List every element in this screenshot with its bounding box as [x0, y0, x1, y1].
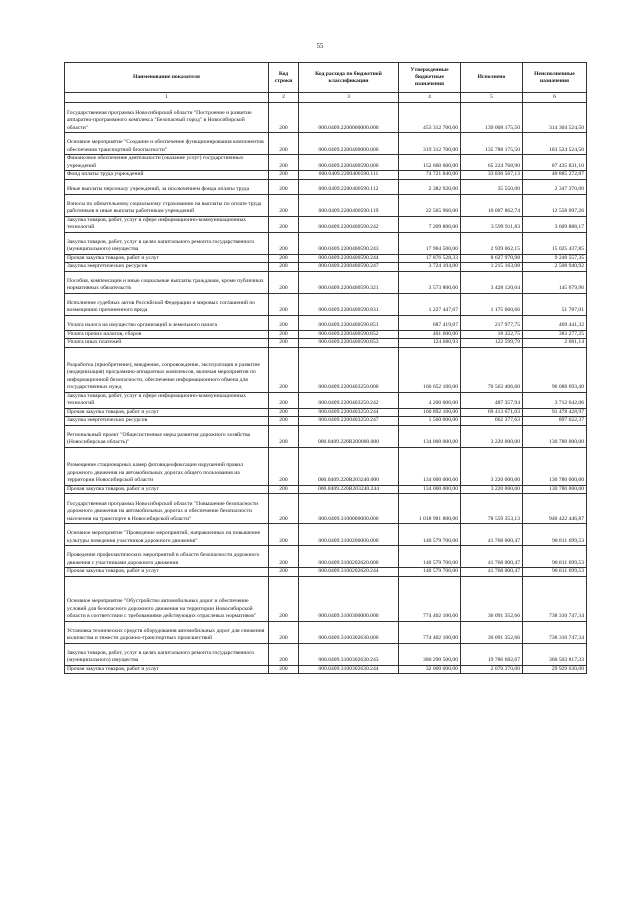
row-classification: 000.0409.2200400590.111	[299, 171, 399, 180]
row-unexecuted: 897 622,37	[523, 417, 587, 426]
row-classification: 000.0409.2200400590.244	[299, 254, 399, 263]
row-unexecuted: 3 609 888,17	[523, 216, 587, 232]
table-row	[65, 216, 587, 232]
row-name: Закупка товаров, работ, услуг в целях капитального ремонта государственного (муниципального) имущества	[65, 643, 269, 665]
row-name: Прочая закупка товаров, работ и услуг	[65, 485, 269, 494]
row-code: 200	[269, 315, 299, 330]
row-code: 200	[269, 643, 299, 665]
row-classification: 000.0409.2200400590.853	[299, 339, 399, 348]
column-number: 6	[523, 93, 587, 103]
row-name: Государственная программа Новосибирской области "Построение и развитие аппаратно-программного комплекса "Безопасный город" в Новосибирской области"	[65, 103, 269, 133]
row-executed: 41 768 000,47	[461, 524, 523, 546]
row-approved: 2 382 920,00	[399, 179, 461, 194]
column-number-row	[65, 93, 587, 103]
row-unexecuted: 96 088 693,40	[523, 347, 587, 392]
row-executed: 41 768 000,47	[461, 546, 523, 568]
row-name: Основное мероприятие "Создание и обеспечение функционирования компонентов обеспечения транспортной безопасности"	[65, 133, 269, 155]
row-classification: 000.0409.2200400590.119	[299, 194, 399, 216]
row-approved: 32 000 000,00	[399, 665, 461, 674]
row-executed: 135 788 175,50	[461, 133, 523, 155]
row-classification: 000.0409.3100200000.000	[299, 524, 399, 546]
row-classification: 000.0409.2200403250.244	[299, 408, 399, 417]
row-code: 200	[269, 425, 299, 447]
row-executed: 35 550,00	[461, 179, 523, 194]
row-code: 200	[269, 263, 299, 272]
row-classification: 000.0409.220R200000.000	[299, 425, 399, 447]
row-unexecuted: 130 780 000,00	[523, 447, 587, 485]
row-name: Основное мероприятие "Проведение мероприятий, направленных на повышение культуры поведения участников дорожного движения"	[65, 524, 269, 546]
row-approved: 134 000 000,00	[399, 485, 461, 494]
row-classification: 000.0409.2200000000.000	[299, 103, 399, 133]
row-executed: 65 224 768,90	[461, 155, 523, 171]
row-executed: 19 786 682,67	[461, 643, 523, 665]
row-approved: 140 579 700,00	[399, 546, 461, 568]
row-executed: 139 008 175,50	[461, 103, 523, 133]
row-approved: 17 964 500,00	[399, 232, 461, 254]
row-code: 200	[269, 576, 299, 621]
row-approved: 134 000 000,00	[399, 447, 461, 485]
row-name: Закупка товаров, работ, услуг в целях капитального ремонта государственного (муниципального) имущества	[65, 232, 269, 254]
row-executed: 122 599,79	[461, 339, 523, 348]
row-approved: 3 724 104,00	[399, 263, 461, 272]
row-classification: 000.0409.3100202620.000	[299, 546, 399, 568]
row-classification: 000.0409.2200400590.242	[299, 216, 399, 232]
column-number: 2	[269, 93, 299, 103]
row-name: Прочая закупка товаров, работ и услуг	[65, 408, 269, 417]
row-classification: 000.0409.2200400590.852	[299, 330, 399, 339]
table-row	[65, 232, 587, 254]
header-unexecuted: Неисполненные назначения	[523, 63, 587, 93]
table-row	[65, 171, 587, 180]
table-row	[65, 194, 587, 216]
row-approved: 124 680,93	[399, 339, 461, 348]
row-approved: 1 227 447,67	[399, 293, 461, 315]
row-code: 200	[269, 524, 299, 546]
row-classification: 000.0409.2200400590.243	[299, 232, 399, 254]
row-approved: 7 209 800,00	[399, 216, 461, 232]
row-unexecuted: 29 929 630,00	[523, 665, 587, 674]
row-executed: 18 322,75	[461, 330, 523, 339]
table-row	[65, 254, 587, 263]
row-approved: 453 312 700,00	[399, 103, 461, 133]
row-approved: 1 560 000,00	[399, 417, 461, 426]
row-name: Проведение профилактических мероприятий в области безопасности дорожного движения с участниками дорожного движения	[65, 546, 269, 568]
row-classification: 000.0409.2200403250.247	[299, 417, 399, 426]
row-name: Пособия, компенсации и иные социальные выплаты гражданам, кроме публичных нормативных обязательств	[65, 271, 269, 293]
row-name: Фонд оплаты труда учреждений	[65, 171, 269, 180]
header-classification: Код расхода по бюджетной классификации	[299, 63, 399, 93]
row-approved: 319 312 700,00	[399, 133, 461, 155]
row-unexecuted: 9 248 557,35	[523, 254, 587, 263]
table-row	[65, 425, 587, 447]
table-row	[65, 293, 587, 315]
row-classification: 000.0409.3100202620.244	[299, 568, 399, 577]
row-approved: 774 402 100,00	[399, 621, 461, 643]
row-name: Уплата налога на имущество организаций и земельного налога	[65, 315, 269, 330]
row-classification: 000.0409.3100302630.244	[299, 665, 399, 674]
row-name: Прочая закупка товаров, работ и услуг	[65, 568, 269, 577]
row-executed: 1 175 660,66	[461, 293, 523, 315]
row-unexecuted: 738 310 747,34	[523, 621, 587, 643]
row-classification: 000.0409.220R203240.000	[299, 447, 399, 485]
budget-execution-table	[64, 62, 587, 674]
row-code: 200	[269, 103, 299, 133]
row-unexecuted: 40 885 272,87	[523, 171, 587, 180]
row-executed: 3 599 911,83	[461, 216, 523, 232]
row-approved: 74 721 840,00	[399, 171, 461, 180]
row-classification: 000.0409.2200400590.831	[299, 293, 399, 315]
row-unexecuted: 360 503 817,33	[523, 643, 587, 665]
row-classification: 000.0409.2200400590.000	[299, 155, 399, 171]
row-classification: 000.0409.2200403250.000	[299, 347, 399, 392]
row-classification: 000.0409.220R203240.244	[299, 485, 399, 494]
table-row	[65, 546, 587, 568]
header-code: Код строки	[269, 63, 299, 93]
row-unexecuted: 145 679,96	[523, 271, 587, 293]
row-unexecuted: 183 524 524,50	[523, 133, 587, 155]
row-approved: 22 565 960,00	[399, 194, 461, 216]
table-row	[65, 621, 587, 643]
row-executed: 2 070 370,00	[461, 665, 523, 674]
table-row	[65, 347, 587, 392]
row-approved: 380 290 500,00	[399, 643, 461, 665]
table-row	[65, 271, 587, 293]
row-unexecuted: 91 478 428,97	[523, 408, 587, 417]
row-executed: 3 220 000,00	[461, 425, 523, 447]
row-name: Иные выплаты персоналу учреждений, за исключением фонда оплаты труда	[65, 179, 269, 194]
table-row	[65, 665, 587, 674]
row-code: 200	[269, 339, 299, 348]
row-executed: 8 627 970,98	[461, 254, 523, 263]
row-unexecuted: 3 712 642,06	[523, 392, 587, 408]
row-code: 200	[269, 568, 299, 577]
row-name: Установка технических средств оборудования автомобильных дорог для снижения количества и тяжести дорожно-транспортных происшествий	[65, 621, 269, 643]
table-row	[65, 263, 587, 272]
row-name: Основное мероприятие "Обустройство автомобильных дорог и обеспечение условий для безопасного дорожного движения на территории Новосибирской области в соответствии с требованиями действующих отраслевых нормативов"	[65, 576, 269, 621]
table-row	[65, 339, 587, 348]
row-classification: 000.0409.2200400590.321	[299, 271, 399, 293]
row-code: 200	[269, 621, 299, 643]
row-code: 200	[269, 392, 299, 408]
row-approved: 1 018 981 800,00	[399, 494, 461, 524]
table-row	[65, 485, 587, 494]
row-approved: 401 600,00	[399, 330, 461, 339]
row-code: 200	[269, 546, 299, 568]
row-code: 200	[269, 194, 299, 216]
row-code: 200	[269, 216, 299, 232]
row-unexecuted: 98 811 699,53	[523, 568, 587, 577]
row-unexecuted: 98 811 699,53	[523, 524, 587, 546]
table-row	[65, 494, 587, 524]
row-code: 200	[269, 347, 299, 392]
row-classification: 000.0409.3100302630.243	[299, 643, 399, 665]
row-code: 200	[269, 254, 299, 263]
row-code: 200	[269, 330, 299, 339]
row-unexecuted: 738 310 747,34	[523, 576, 587, 621]
row-unexecuted: 2 347 370,00	[523, 179, 587, 194]
table-body	[65, 103, 587, 674]
row-approved: 687 419,07	[399, 315, 461, 330]
row-name: Разработка (приобретение), внедрение, сопровождение, эксплуатация и развитие (модернизация) программно-аппаратных комплексов, включая мероприятия по информационной безопасности, обеспечение информационного обмена для государственных нужд	[65, 347, 269, 392]
row-code: 200	[269, 179, 299, 194]
row-unexecuted: 12 558 097,26	[523, 194, 587, 216]
row-unexecuted: 2 081,14	[523, 339, 587, 348]
table-row	[65, 568, 587, 577]
header-approved: Утвержденные бюджетные назначения	[399, 63, 461, 93]
row-approved: 152 660 600,00	[399, 155, 461, 171]
row-approved: 140 579 700,00	[399, 568, 461, 577]
row-name: Уплата иных платежей	[65, 339, 269, 348]
row-executed: 662 377,63	[461, 417, 523, 426]
row-unexecuted: 314 304 524,50	[523, 103, 587, 133]
row-classification: 000.0409.3100300000.000	[299, 576, 399, 621]
row-name: Закупка энергетических ресурсов	[65, 417, 269, 426]
header-executed: Исполнено	[461, 63, 523, 93]
table-row	[65, 417, 587, 426]
table-row	[65, 330, 587, 339]
row-executed: 3 220 000,00	[461, 447, 523, 485]
row-executed: 41 768 000,47	[461, 568, 523, 577]
row-executed: 36 091 352,66	[461, 576, 523, 621]
table-row	[65, 524, 587, 546]
row-code: 200	[269, 665, 299, 674]
row-code: 200	[269, 417, 299, 426]
page-number: 55	[316, 42, 324, 50]
row-unexecuted: 15 025 437,85	[523, 232, 587, 254]
row-unexecuted: 130 780 000,00	[523, 485, 587, 494]
row-classification: 000.0409.3100302630.000	[299, 621, 399, 643]
row-executed: 487 357,94	[461, 392, 523, 408]
row-code: 200	[269, 271, 299, 293]
row-approved: 134 000 000,00	[399, 425, 461, 447]
row-approved: 160 892 100,00	[399, 408, 461, 417]
column-number: 5	[461, 93, 523, 103]
row-unexecuted: 87 435 831,10	[523, 155, 587, 171]
row-classification: 000.0409.2200400590.112	[299, 179, 399, 194]
row-classification: 000.0409.2200400000.000	[299, 133, 399, 155]
row-approved: 17 876 528,33	[399, 254, 461, 263]
row-executed: 33 836 567,13	[461, 171, 523, 180]
row-approved: 4 200 000,00	[399, 392, 461, 408]
row-executed: 3 220 000,00	[461, 485, 523, 494]
row-executed: 36 091 352,66	[461, 621, 523, 643]
row-approved: 774 402 100,00	[399, 576, 461, 621]
table-row	[65, 315, 587, 330]
row-classification: 000.0409.2200400590.247	[299, 263, 399, 272]
row-name: Закупка энергетических ресурсов	[65, 263, 269, 272]
row-executed: 10 007 862,74	[461, 194, 523, 216]
column-number: 1	[65, 93, 269, 103]
row-classification: 000.0409.3100000000.000	[299, 494, 399, 524]
row-classification: 000.0409.2200400590.851	[299, 315, 399, 330]
table-row	[65, 155, 587, 171]
row-name: Исполнение судебных актов Российской Федерации и мировых соглашений по возмещению причиненного вреда	[65, 293, 269, 315]
table-row	[65, 643, 587, 665]
row-code: 200	[269, 494, 299, 524]
row-classification: 000.0409.2200403250.242	[299, 392, 399, 408]
row-executed: 78 559 353,13	[461, 494, 523, 524]
row-code: 200	[269, 133, 299, 155]
row-unexecuted: 98 811 699,53	[523, 546, 587, 568]
row-executed: 2 939 062,15	[461, 232, 523, 254]
row-name: Размещение стационарных камер фотовидеофиксации нарушений правил дорожного движения на автомобильных дорогах общего пользования на территории Новосибирской области	[65, 447, 269, 485]
row-name: Прочая закупка товаров, работ и услуг	[65, 665, 269, 674]
row-unexecuted: 383 277,25	[523, 330, 587, 339]
row-name: Региональный проект "Общесистемные меры развития дорожного хозяйства (Новосибирская область)"	[65, 425, 269, 447]
row-code: 200	[269, 408, 299, 417]
row-approved: 140 579 700,00	[399, 524, 461, 546]
table-row	[65, 103, 587, 133]
row-unexecuted: 940 422 446,87	[523, 494, 587, 524]
header-row	[65, 63, 587, 93]
row-executed: 217 977,75	[461, 315, 523, 330]
row-name: Взносы по обязательному социальному страхованию на выплаты по оплате труда работников и иные выплаты работникам учреждений	[65, 194, 269, 216]
column-number: 4	[399, 93, 461, 103]
row-executed: 1 215 163,08	[461, 263, 523, 272]
row-approved: 166 652 100,00	[399, 347, 461, 392]
row-name: Закупка товаров, работ, услуг в сфере информационно-коммуникационных технологий	[65, 216, 269, 232]
row-unexecuted: 469 441,32	[523, 315, 587, 330]
row-executed: 70 563 406,60	[461, 347, 523, 392]
row-name: Государственная программа Новосибирской области "Повышение безопасности дорожного движения на автомобильных дорогах и обеспечение безопасности населения на транспорте в Новосибирской области"	[65, 494, 269, 524]
row-unexecuted: 51 787,01	[523, 293, 587, 315]
row-name: Финансовое обеспечение деятельности (оказание услуг) государственных учреждений	[65, 155, 269, 171]
row-executed: 69 413 671,03	[461, 408, 523, 417]
row-approved: 3 573 800,00	[399, 271, 461, 293]
row-code: 200	[269, 293, 299, 315]
table-row	[65, 447, 587, 485]
table-row	[65, 133, 587, 155]
table-row	[65, 392, 587, 408]
column-number: 3	[299, 93, 399, 103]
row-unexecuted: 2 508 940,92	[523, 263, 587, 272]
row-name: Уплата прочих налогов, сборов	[65, 330, 269, 339]
row-code: 200	[269, 232, 299, 254]
table-row	[65, 179, 587, 194]
row-code: 200	[269, 447, 299, 485]
row-name: Прочая закупка товаров, работ и услуг	[65, 254, 269, 263]
row-code: 200	[269, 155, 299, 171]
row-executed: 3 428 120,04	[461, 271, 523, 293]
table-row	[65, 576, 587, 621]
row-name: Закупка товаров, работ, услуг в сфере информационно-коммуникационных технологий	[65, 392, 269, 408]
row-code: 200	[269, 171, 299, 180]
row-code: 200	[269, 485, 299, 494]
table-row	[65, 408, 587, 417]
row-unexecuted: 130 780 000,00	[523, 425, 587, 447]
header-name: Наименование показателя	[65, 63, 269, 93]
